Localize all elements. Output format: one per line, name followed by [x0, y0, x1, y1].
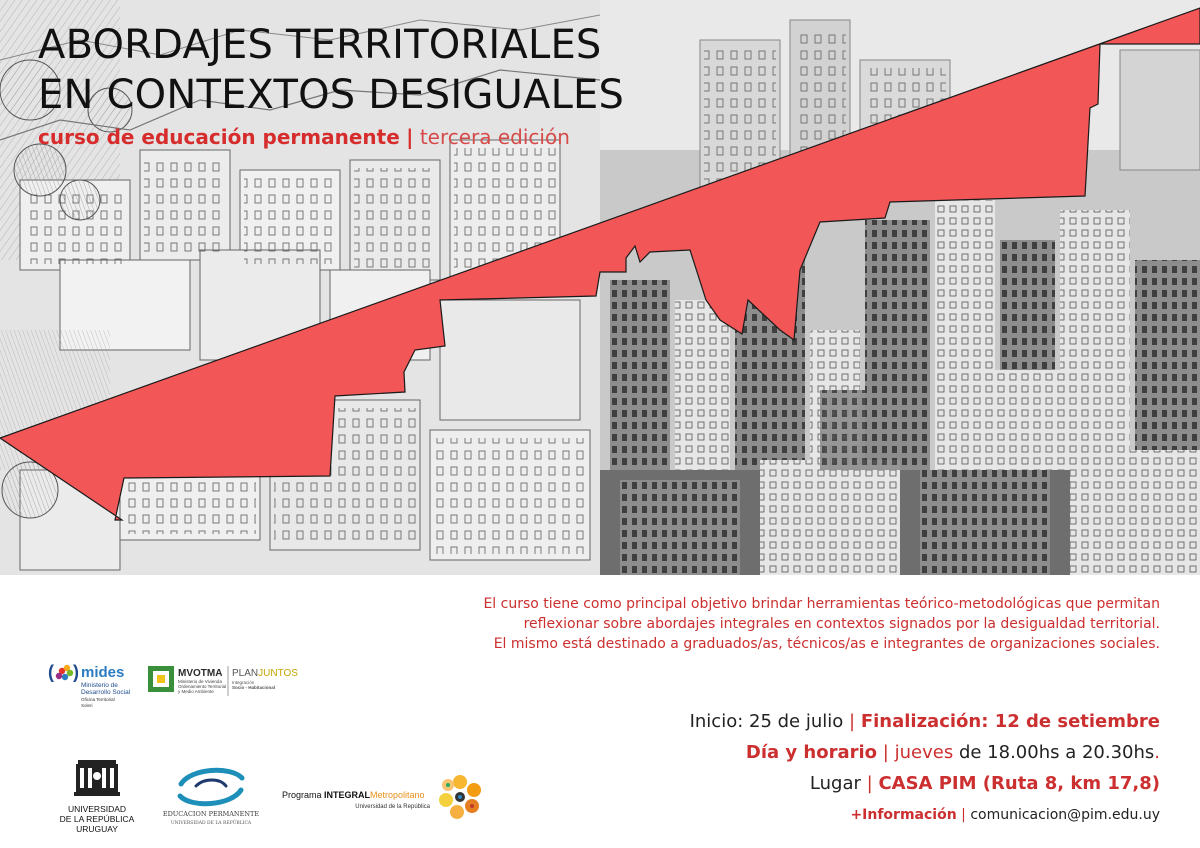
title-line-2: EN CONTEXTOS DESIGUALES [38, 72, 625, 118]
end-date: Finalización: 12 de setiembre [860, 711, 1160, 732]
course-details [690, 706, 1160, 829]
pim-flower-icon [439, 775, 481, 819]
place-separator: | [866, 773, 873, 794]
planjuntos-line-2: Socio - Habitacional [232, 685, 276, 690]
mvotma-line-1: Ministerio de Vivienda [178, 679, 222, 684]
schedule-day: jueves [894, 742, 954, 763]
pim-suffix: Metropolitano [370, 790, 425, 800]
subtitle-edition: tercera edición [419, 125, 570, 149]
description-line-1: El curso tiene como principal objetivo brindar herramientas teórico-metodológicas que permitan [483, 596, 1160, 612]
svg-text:(: ( [48, 662, 54, 682]
title-line-1: ABORDAJES TERRITORIALES [38, 22, 602, 68]
schedule-time: de 18.00hs a 20.30hs [958, 742, 1155, 763]
plan-word: PLAN [232, 668, 259, 679]
dates-separator: | [849, 711, 856, 732]
mides-star-icon [56, 665, 73, 680]
pim-name [282, 790, 425, 800]
pim-prefix: Programa [282, 790, 322, 800]
mvotma-line-3: y Medio Ambiente [178, 689, 214, 694]
mides-line-2: Desarrollo Social [81, 689, 131, 696]
planjuntos-name [232, 668, 298, 679]
ep-line-2: UNIVERSIDAD DE LA REPÚBLICA [170, 821, 252, 826]
mides-line-1: Ministerio de [81, 682, 118, 689]
place-label: Lugar [809, 773, 861, 794]
planjuntos-line-1: Integración [232, 680, 255, 685]
udelar-line-2: DE LA REPÚBLICA [59, 814, 135, 824]
mides-name: mides [81, 664, 125, 681]
mvotma-name: MVOTMA [178, 668, 223, 679]
udelar-logo [58, 756, 136, 840]
description-line-3: El mismo está destinado a graduados/as, técnicos/as e integrantes de organizaciones sociales. [493, 636, 1160, 652]
course-description [400, 594, 1160, 654]
pim-bold: INTEGRAL [324, 790, 371, 800]
udelar-line-3: URUGUAY [76, 824, 118, 834]
pim-line-2: Universidad de la República [355, 804, 430, 810]
dates-line [690, 706, 1160, 737]
mides-line-3: Oficina Territorial [81, 697, 115, 702]
svg-text:): ) [73, 662, 79, 682]
educacion-permanente-logo [156, 762, 266, 828]
schedule-label: Día y horario [745, 742, 878, 763]
info-label: +Información [850, 807, 957, 823]
subtitle [38, 124, 624, 150]
subtitle-course: curso de educación permanente [38, 125, 400, 149]
ep-swirl-icon [180, 770, 242, 803]
mvotma-emblem-icon [148, 666, 174, 692]
schedule-line [690, 737, 1160, 768]
pim-logo [282, 770, 492, 826]
mvotma-line-2: Ordenamiento Territorial [178, 684, 227, 689]
mides-line-4: Soleri [81, 703, 93, 708]
udelar-building-icon [74, 760, 120, 796]
ep-line-1: EDUCACION PERMANENTE [162, 810, 260, 818]
title-block [38, 20, 624, 150]
juntos-word: JUNTOS [258, 668, 298, 679]
info-separator: | [961, 807, 966, 823]
subtitle-separator: | [406, 125, 414, 149]
place-value: CASA PIM (Ruta 8, km 17,8) [878, 773, 1160, 794]
mvotma-logo [148, 664, 308, 704]
start-date: Inicio: 25 de julio [689, 711, 844, 732]
right-skyline [600, 0, 1200, 575]
schedule-dot: . [1154, 742, 1160, 763]
info-email-link[interactable]: comunicacion@pim.edu.uy [970, 807, 1160, 823]
info-line [690, 801, 1160, 829]
mides-logo [48, 660, 144, 710]
description-line-2: reflexionar sobre abordajes integrales en contextos signados por la desigualdad territorial. [523, 616, 1160, 632]
schedule-separator: | [882, 742, 889, 763]
place-line [690, 768, 1160, 799]
udelar-line-1: UNIVERSIDAD [67, 804, 127, 814]
